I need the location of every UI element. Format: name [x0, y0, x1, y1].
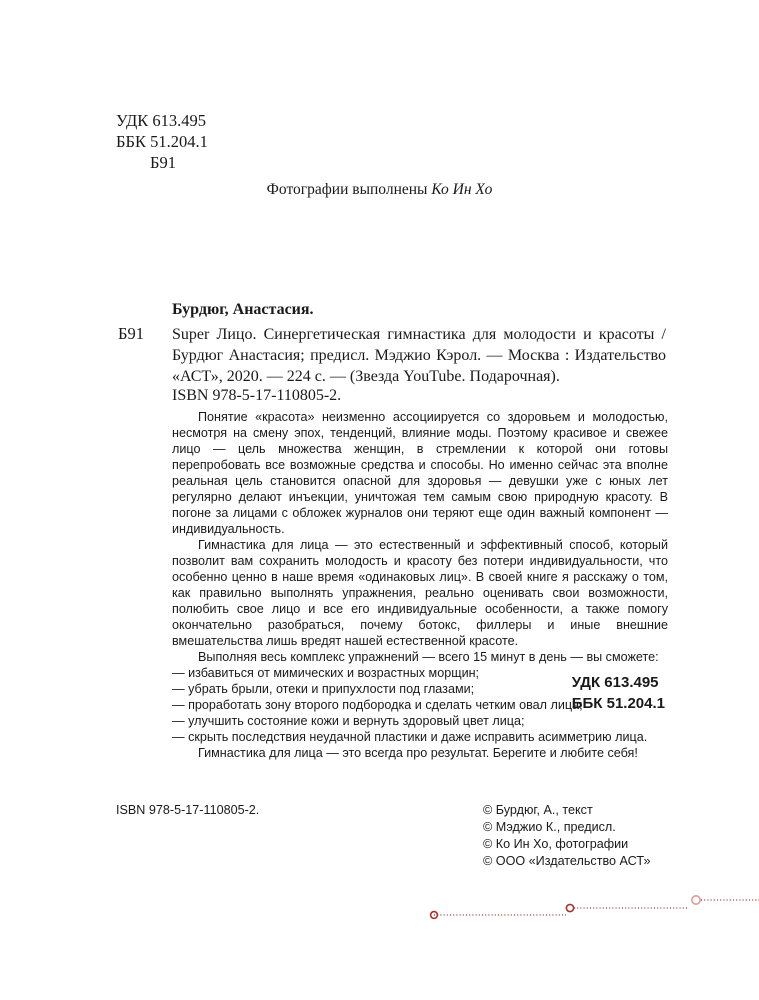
isbn-bottom: ISBN 978-5-17-110805-2.	[116, 803, 260, 817]
copyright-line: © ООО «Издательство АСТ»	[483, 854, 651, 868]
annotation-paragraph: Понятие «красота» неизменно ассоциируется со здоровьем и молодостью, несмотря на смену эпох, тенденций, влияние моды. Поэтому красивое и свежее лицо — цель множества женщин, в стремлении к которой они готовы перепробовать все возможные средства и способы. Но именно сейчас эта вполне реальная цель становится опасной для здоровья — девушки уже с юных лет регулярно делают инъекции, уничтожая тем самым свою природную красоту. В погоне за лицами с обложек журналов они теряют еще один важный компонент — индивидуальность.	[172, 410, 668, 536]
isbn-main: ISBN 978-5-17-110805-2.	[172, 387, 342, 404]
list-item: — скрыть последствия неудачной пластики и даже исправить асимметрию лица.	[172, 730, 648, 744]
author-sign-side: Б91	[118, 324, 144, 343]
bbk-code: ББК 51.204.1	[116, 132, 208, 151]
annotation-paragraph: Гимнастика для лица — это всегда про результат. Берегите и любите себя!	[198, 746, 638, 760]
copyright-line: © Ко Ин Хо, фотографии	[483, 837, 629, 851]
list-item: — проработать зону второго подбородка и сделать четким овал лица;	[172, 698, 583, 712]
list-item: — улучшить состояние кожи и вернуть здоровый цвет лица;	[172, 714, 525, 728]
udk-code: УДК 613.495	[571, 674, 659, 691]
author-sign: Б91	[150, 153, 176, 172]
bibliographic-description: Super Лицо. Синергетическая гимнастика для молодости и красоты / Бурдюг Анастасия; предисл. Мэджио Кэрол. — Москва : Издательство «АСТ», 2020. — 224 с. — (Звезда YouTube. Подарочная).	[172, 326, 666, 385]
list-item: — убрать брыли, отеки и припухлости под глазами;	[172, 682, 475, 696]
ring-marker	[566, 904, 573, 911]
author-heading: Бурдюг, Анастасия.	[172, 301, 314, 318]
bbk-code: ББК 51.204.1	[571, 695, 665, 712]
list-item: — избавиться от мимических и возрастных морщин;	[172, 666, 480, 680]
copyright-line: © Бурдюг, А., текст	[483, 803, 593, 817]
photographer-name: Ко Ин Хо	[431, 181, 493, 198]
copyright-line: © Мэджио К., предисл.	[483, 820, 616, 834]
annotation-paragraph: Гимнастика для лица — это естественный и эффективный способ, который позволит вам сохранить молодость и красоту без потери индивидуальности, что особенно ценно в наше время «одинаковых лиц». В своей книге я расскажу о том, как правильно выполнять упражнения, реально оценивать свои возможности, полюбить свое лицо и все его индивидуальные особенности, а также помогу окончательно разобраться, почему ботокс, филлеры и иные внешние вмешательства лишь вредят нашей естественной красоте.	[172, 538, 668, 648]
decorative-dotted-lines	[420, 882, 759, 932]
udk-block-top	[116, 110, 208, 173]
annotation-paragraph: Выполняя весь комплекс упражнений — всего 15 минут в день — вы сможете:	[198, 650, 659, 664]
photo-credit-prefix: Фотографии выполнены	[266, 181, 428, 198]
copyright-list	[483, 802, 650, 870]
photo-credit	[0, 181, 759, 199]
udk-block-bottom	[572, 672, 665, 714]
udk-code: УДК 613.495	[116, 111, 207, 130]
ring-marker	[692, 896, 700, 904]
